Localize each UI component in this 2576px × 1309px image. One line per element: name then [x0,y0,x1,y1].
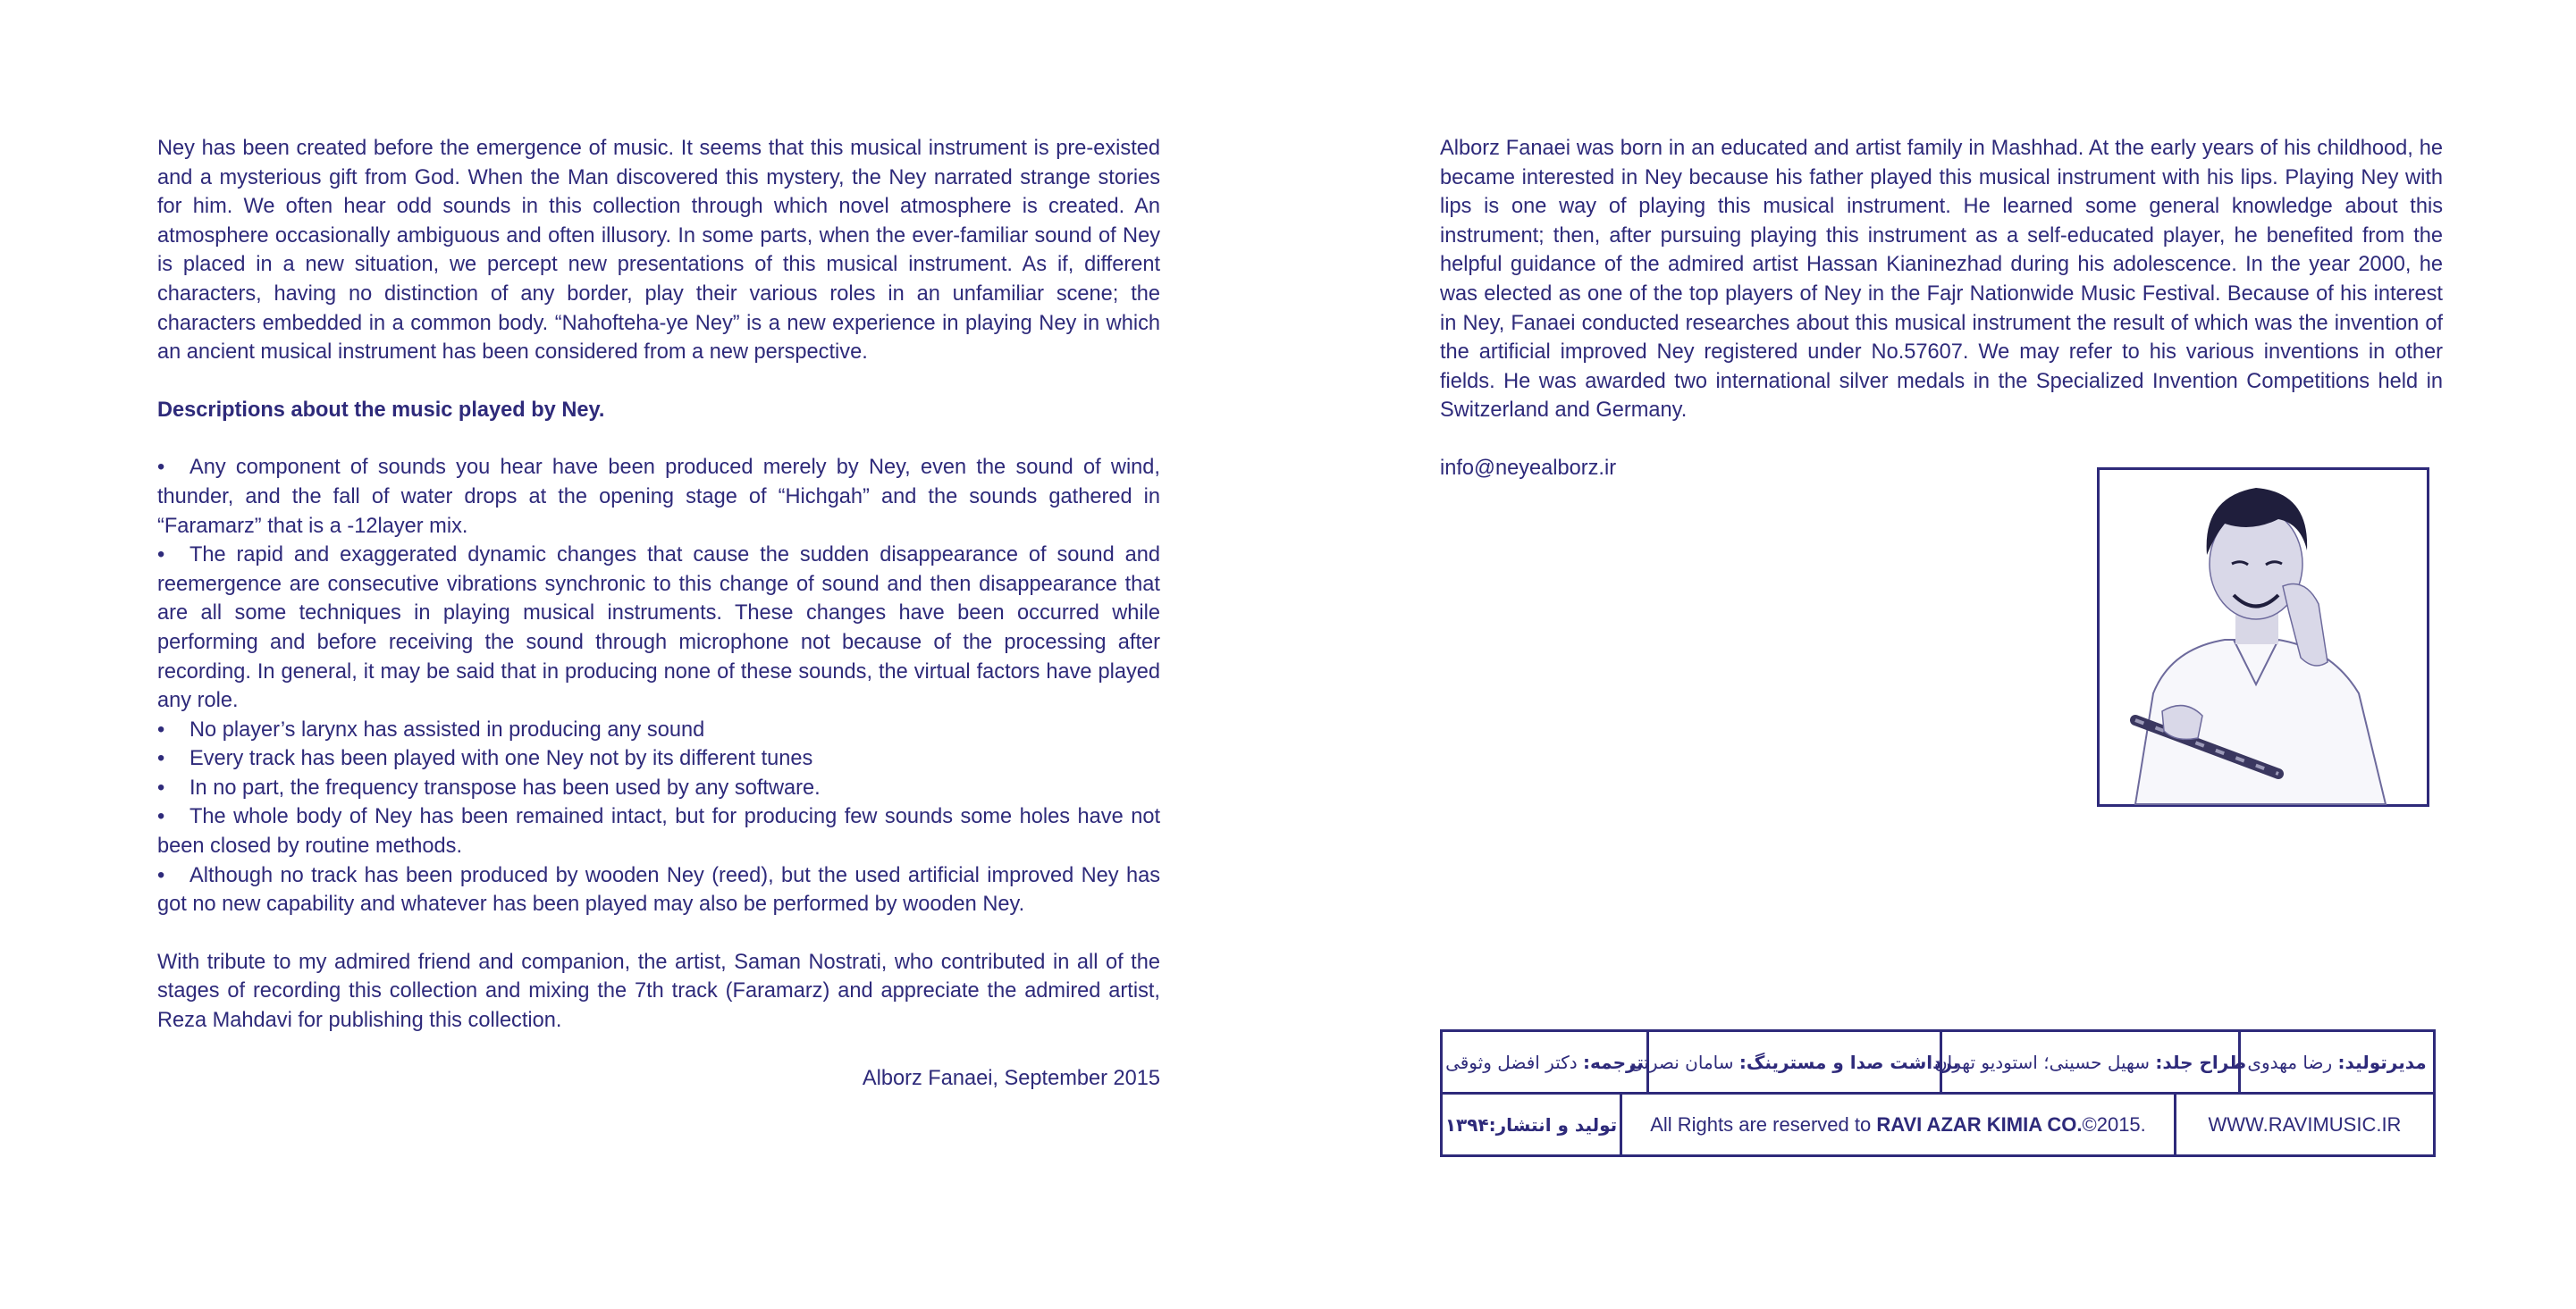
website-link[interactable]: WWW.RAVIMUSIC.IR [2174,1095,2433,1154]
production-manager-credit: مدیرتولید: رضا مهدوی [2238,1032,2433,1092]
bullet-icon: • [157,717,165,742]
intro-paragraph: Ney has been created before the emergence of music. It seems that this musical instrument is pre-existed and a mysterious gift from God. When the Man discovered this mystery, the Ney narrated strange stories for him. We often hear odd sounds in this collection through which novel atmosphere is created. An atmosphere occasionally ambiguous and often illusory. In some parts, when the ever-familiar sound of Ney is placed in a new situation, we percept new presentations of this musical instrument. As if, different characters, having no distinction of any border, play their various roles in an unfamiliar scene; the characters embedded in a common body. “Nahofteha-ye Ney” is a new experience in playing Ney in which an ancient musical instrument has been considered from a new perspective. [157,137,1160,365]
bullet-icon: • [157,747,165,771]
list-item: • The rapid and exaggerated dynamic changes that cause the sudden disappearance of sound and reemergence are consecutive vibrations synchronic to this change of sound and then disappearance that are all some techniques in playing musical instruments. These changes have been occurred while performing and before receiving the sound through microphone not because of the processing after recording. In general, it may be said that in producing none of these sounds, the virtual factors have played any role. [157,541,1160,716]
list-item: • In no part, the frequency transpose has been used by any software. [157,774,1160,803]
cover-design-credit: طراح جلد: سهیل حسینی؛ استودیو تهران [1940,1032,2238,1092]
bullet-icon: • [157,543,165,567]
ney-player-photo-icon [2100,470,2427,804]
descriptions-list [157,453,1160,919]
artist-photo [2097,467,2429,807]
credits-row-bottom [1443,1092,2433,1154]
descriptions-heading: Descriptions about the music played by Ney. [157,398,605,422]
email-address: info@neyealborz.ir [1440,456,1617,480]
tribute-paragraph: With tribute to my admired friend and companion, the artist, Saman Nostrati, who contributed in all of the stages of recording this collection and mixing the 7th track (Faramarz) and appreciate the admired artist, Reza Mahdavi for publishing this collection. [157,950,1160,1033]
list-item: • Any component of sounds you hear have been produced merely by Ney, even the sound of wind, thunder, and the fall of water drops at the opening stage of “Hichgah” and the sounds gathered in “Faramarz” that is a -12layer mix. [157,453,1160,541]
list-item: • No player’s larynx has assisted in producing any sound [157,716,1160,745]
publishing-credit: تولید و انتشار:۱۳۹۴ [1444,1113,1618,1136]
credits-row-top [1443,1032,2433,1092]
author-signature: Alborz Fanaei, September 2015 [862,1066,1160,1090]
rights-notice: All Rights are reserved to RAVI AZAR KIMIA CO. ©2015. [1620,1095,2174,1154]
credits-table [1440,1029,2436,1157]
list-item: • Every track has been played with one Ney not by its different tunes [157,744,1160,774]
bullet-icon: • [157,805,165,829]
recording-credit: برداشت صدا و مسترینگ: سامان نصرتی [1646,1032,1940,1092]
list-item: • The whole body of Ney has been remained intact, but for producing few sounds some holes have not been closed by routine methods. [157,802,1160,860]
bullet-icon: • [157,776,165,800]
right-text-column [1440,134,2443,483]
translation-credit: ترجمه: دکتر افضل وثوقی [1445,1051,1644,1073]
bullet-icon: • [157,456,165,480]
list-item: • Although no track has been produced by wooden Ney (reed), but the used artificial improved Ney has got no new capability and whatever has been played may also be performed by wooden Ney. [157,861,1160,919]
left-text-column [157,134,1160,1093]
biography-paragraph: Alborz Fanaei was born in an educated and artist family in Mashhad. At the early years of his childhood, he became interested in Ney because his father played this musical instrument with his lips. Playing Ney with lips is one way of playing this musical instrument. He learned some general knowledge about this instrument; then, after pursuing playing this instrument as a self-educated player, he benefited from the helpful guidance of the admired artist Hassan Kianinezhad during his adolescence. In the year 2000, he was elected as one of the top players of Ney in the Fajr Nationwide Music Festival. Because of his interest in Ney, Fanaei conducted researches about this musical instrument the result of which was the invention of the artificial improved Ney registered under No.57607. We may refer to his various inventions in other fields. He was awarded two international silver medals in the Specialized Invention Competitions held in Switzerland and Germany. [1440,137,2443,423]
bullet-icon: • [157,863,165,887]
right-page [1288,0,2576,1309]
